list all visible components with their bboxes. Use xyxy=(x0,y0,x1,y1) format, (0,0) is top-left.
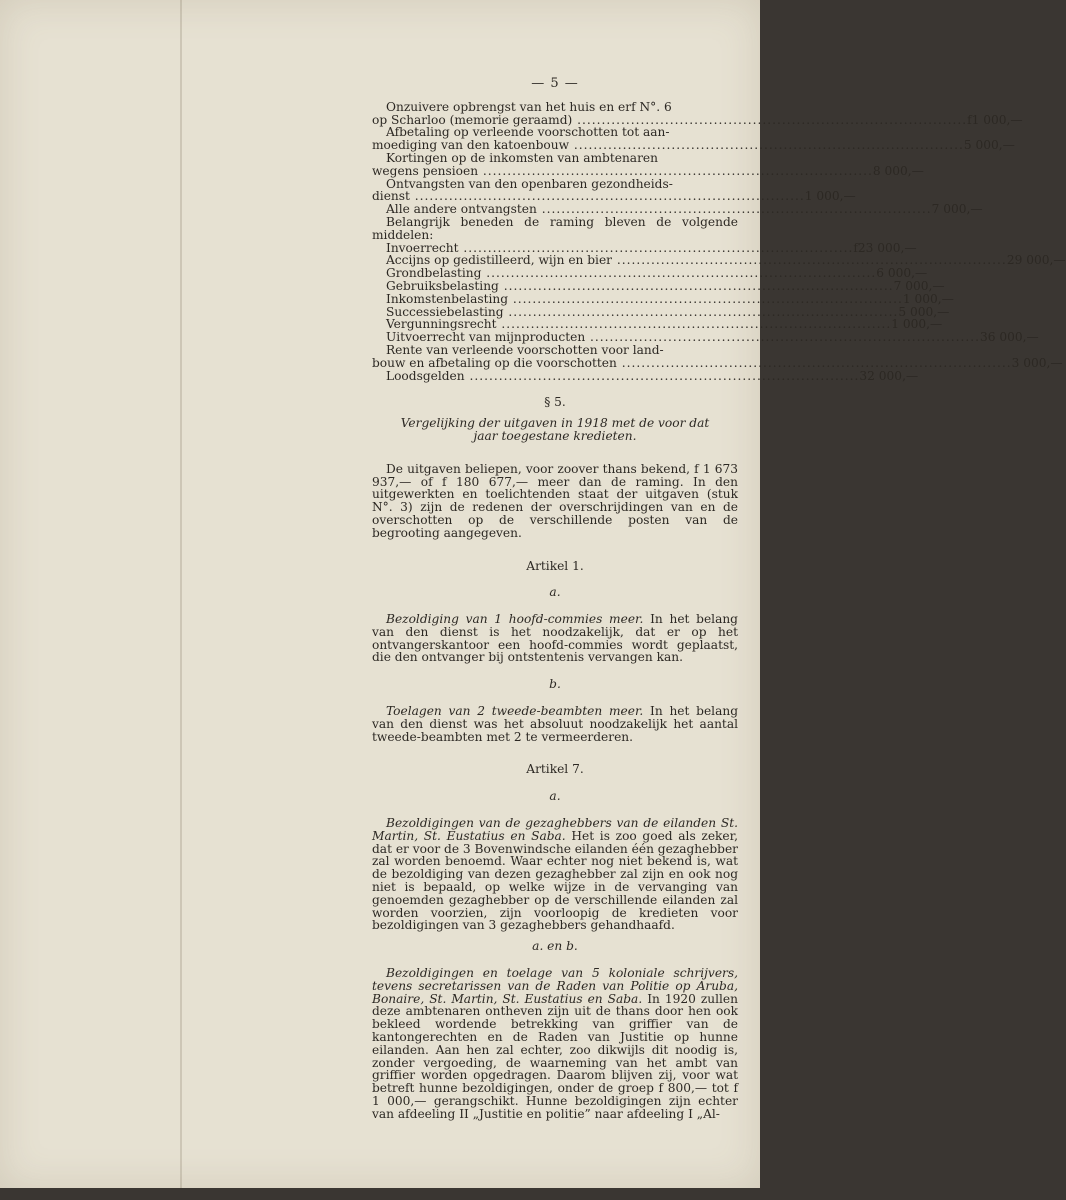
below-estimate-row-label: Vergunningsrecht xyxy=(386,317,497,332)
article-7-ab-title: Bezoldigingen en toelage van 5 koloniale schrijvers, tevens secretarissen van de Raden van Politie op Aruba, Bonaire, St. Martin, St. Eustatius en Saba. xyxy=(372,966,738,1006)
below-estimate-row-amount: 1 000,— xyxy=(891,317,943,332)
section-subtitle: Vergelijking der uitgaven in 1918 met de voor dat jaar toegestane kredieten. xyxy=(400,416,710,443)
receipt-row-label: moediging van den katoenbouw xyxy=(372,138,570,153)
receipt-row-label: Alle andere ontvangsten xyxy=(386,202,537,217)
below-estimate-row-label: Successiebelasting xyxy=(386,304,504,319)
section-heading: § 5. xyxy=(544,395,566,410)
article-7-a-paragraph xyxy=(372,817,738,932)
article-7-a-text: Het is zoo goed als zeker, dat er voor de 3 Bovenwindsche eilanden één gezaghebber zal worden benoemd. Waar echter nog niet bekend is, wat de bezoldiging van dezen gezaghebber zal zijn en ook nog niet is bepaald, op welke wijze in de vervanging van genoemden gezaghebber op de verschillende eilanden zal worden voorzien, zijn voorloopig de kredieten voor bezoldigingen van 3 gezaghebbers gehandhaafd. xyxy=(372,828,738,933)
article-1-a-title: Bezoldiging van 1 hoofd-commies meer. xyxy=(386,612,644,627)
receipt-row-currency: f xyxy=(967,112,972,127)
dot-leader: ................................................................................ xyxy=(572,112,968,127)
article-1-b-paragraph xyxy=(372,705,738,743)
below-estimate-intro: Belangrijk beneden de raming bleven de volgende middelen: xyxy=(372,214,738,242)
article-1-a-label: a. xyxy=(549,585,561,600)
dot-leader: ................................................................................ xyxy=(508,291,903,306)
dot-leader: ................................................................................ xyxy=(536,202,932,217)
article-1-a-paragraph xyxy=(372,613,738,664)
below-estimate-row-label: bouw en afbetaling op die voorschotten xyxy=(372,355,617,370)
receipt-row-line1: Kortingen op de inkomsten van ambtenaren xyxy=(386,150,658,165)
article-7-ab-paragraph xyxy=(372,967,738,1121)
receipt-row-amount: 5 000,— xyxy=(963,138,1015,153)
below-estimate-row-amount: 1 000,— xyxy=(902,291,954,306)
dot-leader: ................................................................................ xyxy=(409,189,805,204)
below-estimate-row-label: Inkomstenbelasting xyxy=(386,291,509,306)
article-1-heading: Artikel 1. xyxy=(526,558,584,573)
below-estimate-row-label: Accijns op gedistilleerd, wijn en bier xyxy=(386,253,612,268)
article-1-b-label: b. xyxy=(549,677,561,692)
article-7-ab-label: a. en b. xyxy=(532,939,578,954)
receipt-row-label: op Scharloo (memorie geraamd) xyxy=(372,112,573,127)
below-estimate-list xyxy=(372,240,1066,383)
below-estimate-row-amount: 36 000,— xyxy=(979,330,1039,345)
article-7-a-title: Bezoldigingen van de gezaghebbers van de eilanden St. Martin, St. Eustatius en Saba. xyxy=(372,816,738,843)
dot-leader: ................................................................................ xyxy=(481,266,877,281)
below-estimate-row-amount: 32 000,— xyxy=(859,368,919,383)
below-estimate-row xyxy=(372,368,919,383)
article-1-b-title: Toelagen van 2 tweede-beambten meer. xyxy=(386,704,644,719)
receipt-row-line1: Onzuivere opbrengst van het huis en erf N°. 6 xyxy=(386,99,672,114)
dot-leader: ................................................................................ xyxy=(478,163,873,178)
article-1-b-text: In het belang van den dienst was het absoluut noodzakelijk het aantal tweede-beambten met 2 te vermeerderen. xyxy=(372,704,738,744)
below-estimate-row-amount: 29 000,— xyxy=(1006,253,1066,268)
article-7-a-label: a. xyxy=(549,789,561,804)
receipt-row-label: wegens pensioen xyxy=(372,163,479,178)
article-7-heading: Artikel 7. xyxy=(526,762,584,777)
receipts-list xyxy=(372,99,1023,217)
page-content xyxy=(372,76,1066,1121)
below-estimate-row-label: Invoerrecht xyxy=(386,240,459,255)
dot-leader: ................................................................................ xyxy=(503,304,899,319)
below-estimate-row-line1: Rente van verleende voorschotten voor land- xyxy=(386,342,664,357)
article-1-a-text: In het belang van den dienst is het noodzakelijk, dat er op het ontvangerskantoor een hoofd-commies wordt geplaatst, die den ontvanger bij ontstentenis vervangen kan. xyxy=(372,612,738,665)
dot-leader: ................................................................................ xyxy=(496,317,892,332)
receipt-row-amount: 1 000,— xyxy=(971,112,1023,127)
below-estimate-row-label: Loodsgelden xyxy=(386,368,465,383)
below-estimate-row-amount: 5 000,— xyxy=(898,304,950,319)
dot-leader: ................................................................................ xyxy=(464,368,860,383)
receipt-row xyxy=(372,163,924,178)
intro-paragraph: De uitgaven beliepen, voor zoover thans bekend, f 1 673 937,— of f 180 677,— meer dan de raming. In den uitgewerkten en toelichtenden staat der uitgaven (stuk N°. 3) zijn de redenen der overschrijdingen van en de overschotten op de verschillende posten van de begrooting aangegeven. xyxy=(372,461,738,540)
receipt-row-label: dienst xyxy=(372,189,410,204)
below-estimate-row-label: Grondbelasting xyxy=(386,266,482,281)
below-estimate-row-amount: 7 000,— xyxy=(893,278,945,293)
below-estimate-row-currency: f xyxy=(853,240,858,255)
receipt-row-line1: Ontvangsten van den openbaren gezondheids- xyxy=(386,176,673,191)
dot-leader: ................................................................................ xyxy=(612,253,1007,268)
dot-leader: ................................................................................ xyxy=(585,330,980,345)
below-estimate-row-label: Gebruiksbelasting xyxy=(386,278,499,293)
article-7-ab-text: In 1920 zullen deze ambtenaren ontheven zijn uit de thans door hen ook bekleed wordende betrekking van griffier van de kantongerechten en de Raden van Justitie op hunne eilanden. Aan hen zal echter, zoo dikwijls dit noodig is, zonder vergoeding, de waarneming van het ambt van griffier worden opgedragen. Daarom blijven zij, voor wat betreft hunne bezoldigingen, onder de groep f 800,— tot f 1 000,— gerangschikt. Hunne bezoldigingen zijn echter van afdeeling II „Justitie en politie” naar afdeeling I „Al- xyxy=(372,991,738,1121)
dot-leader: ................................................................................ xyxy=(569,138,964,153)
below-estimate-row-amount: 3 000,— xyxy=(1011,355,1063,370)
dot-leader: ................................................................................ xyxy=(498,278,894,293)
below-estimate-row-amount: 6 000,— xyxy=(876,266,928,281)
below-estimate-row-label: Uitvoerrecht van mijnproducten xyxy=(386,330,586,345)
receipt-row-amount: 8 000,— xyxy=(872,163,924,178)
page-number: — 5 — xyxy=(531,76,579,91)
receipt-row-line1: Afbetaling op verleende voorschotten tot aan- xyxy=(386,125,670,140)
dot-leader: ................................................................................ xyxy=(458,240,854,255)
below-estimate-row-amount: 23 000,— xyxy=(857,240,917,255)
dot-leader: ................................................................................ xyxy=(616,355,1012,370)
receipt-row-amount: 7 000,— xyxy=(931,202,983,217)
receipt-row-amount: 1 000,— xyxy=(804,189,856,204)
